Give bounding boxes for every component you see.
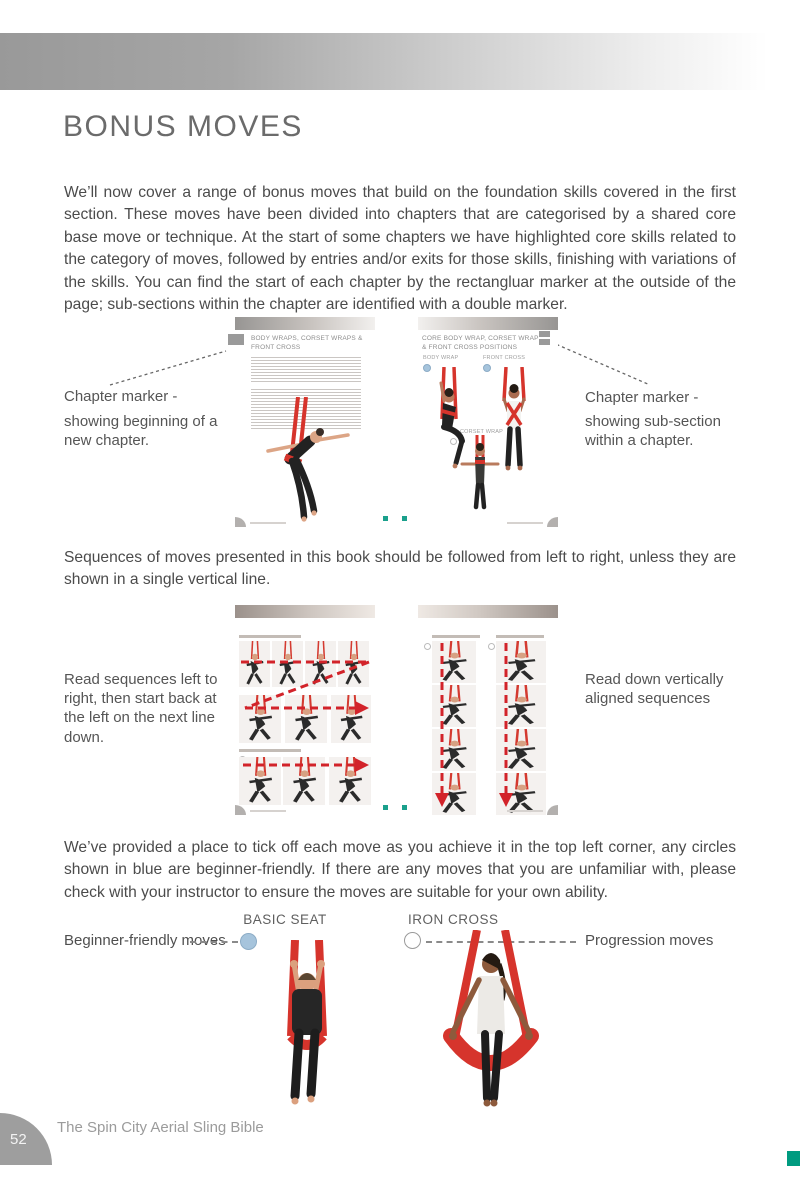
sequence-direction-arrows — [418, 605, 558, 815]
right-marker-caption-title: Chapter marker - — [585, 389, 699, 406]
beginner-dash-line — [190, 941, 238, 943]
mini-page-sub-section — [418, 317, 558, 527]
pagination-dot — [383, 516, 388, 521]
intro-paragraph: We’ll now cover a range of bonus moves that build on the foundation skills covered in the first section. These moves have been divided into chapters that are categorised by a shared core base move or technique. At the start of some chapters we have highlighted core skills related to the category of moves, followed by entries and/or exits for those skills, finishing with variations of the skills. You can find the start of each chapter by the rectangluar marker at the outside of the page; sub-sections within the chapter are identified with a double marker. — [64, 184, 736, 314]
figure-tick-circles — [0, 905, 800, 1120]
beginner-friendly-label: Beginner-friendly moves — [64, 932, 226, 949]
chapter-marker-double-top — [539, 331, 550, 337]
sequences-left-caption: Read sequences left to right, then start back at the left on the next line down. — [64, 671, 218, 746]
mini-body-text-block — [251, 357, 361, 383]
mini-footer-text — [507, 522, 543, 524]
tick-paragraph: We’ve provided a place to tick off each move as you achieve it in the top left corner, any circles shown in blue are beginner-friendly. If there are any moves that you are unfamiliar with, please check with your instructor to ensure the moves are suitable for your own ability. — [64, 839, 736, 901]
page-title: BONUS MOVES — [63, 110, 303, 143]
photo-body-wrap-pose — [240, 397, 370, 523]
chapter-marker-double-bottom — [539, 339, 550, 345]
figure-chapter-markers — [0, 315, 800, 543]
left-marker-caption-title: Chapter marker - — [64, 388, 178, 405]
mini-page-header-text: CORE BODY WRAP, CORSET WRAP & FRONT CROSS POSITIONS — [422, 335, 539, 351]
mini-move-label: FRONT CROSS — [483, 355, 526, 361]
top-gradient-bar — [0, 33, 768, 90]
photo-basic-seat — [235, 940, 375, 1112]
photo-corset-wrap — [450, 435, 510, 511]
mini-header-bar — [418, 317, 558, 330]
photo-iron-cross — [415, 930, 565, 1118]
mini-page-chapter-start — [235, 317, 375, 527]
mini-page-horizontal-sequences — [235, 605, 375, 815]
mini-corner-tab — [547, 517, 558, 527]
mini-header-bar — [235, 317, 375, 330]
iron-cross-label: IRON CROSS — [408, 912, 499, 927]
mini-page-vertical-sequences — [418, 605, 558, 815]
mini-page-header-text: BODY WRAPS, CORSET WRAPS & FRONT CROSS — [251, 335, 363, 351]
page-number: 52 — [10, 1131, 27, 1148]
teal-accent-square — [787, 1151, 800, 1166]
right-marker-caption-body: showing sub-section within a chapter. — [585, 413, 721, 450]
sequences-paragraph: Sequences of moves presented in this book should be followed from left to right, unless they are shown in a single vertical line. — [64, 549, 736, 589]
pagination-dot — [383, 805, 388, 810]
chapter-marker-single — [228, 334, 244, 345]
mini-footer-text — [250, 522, 286, 524]
pagination-dot — [402, 805, 407, 810]
basic-seat-label: BASIC SEAT — [243, 912, 327, 927]
pagination-dot — [402, 516, 407, 521]
sequences-right-caption: Read down vertically aligned sequences — [585, 671, 724, 708]
sequence-direction-arrows — [235, 605, 375, 815]
mini-move-label: BODY WRAP — [423, 355, 459, 361]
mini-footer-text — [507, 810, 543, 812]
mini-move-label: CORSET WRAP — [460, 429, 504, 435]
book-title: The Spin City Aerial Sling Bible — [57, 1119, 264, 1136]
mini-footer-text — [250, 810, 286, 812]
progression-label: Progression moves — [585, 932, 714, 949]
page-number-tab — [0, 1113, 52, 1165]
left-marker-caption-body: showing beginning of a new chapter. — [64, 413, 218, 450]
figure-sequences — [0, 600, 800, 828]
